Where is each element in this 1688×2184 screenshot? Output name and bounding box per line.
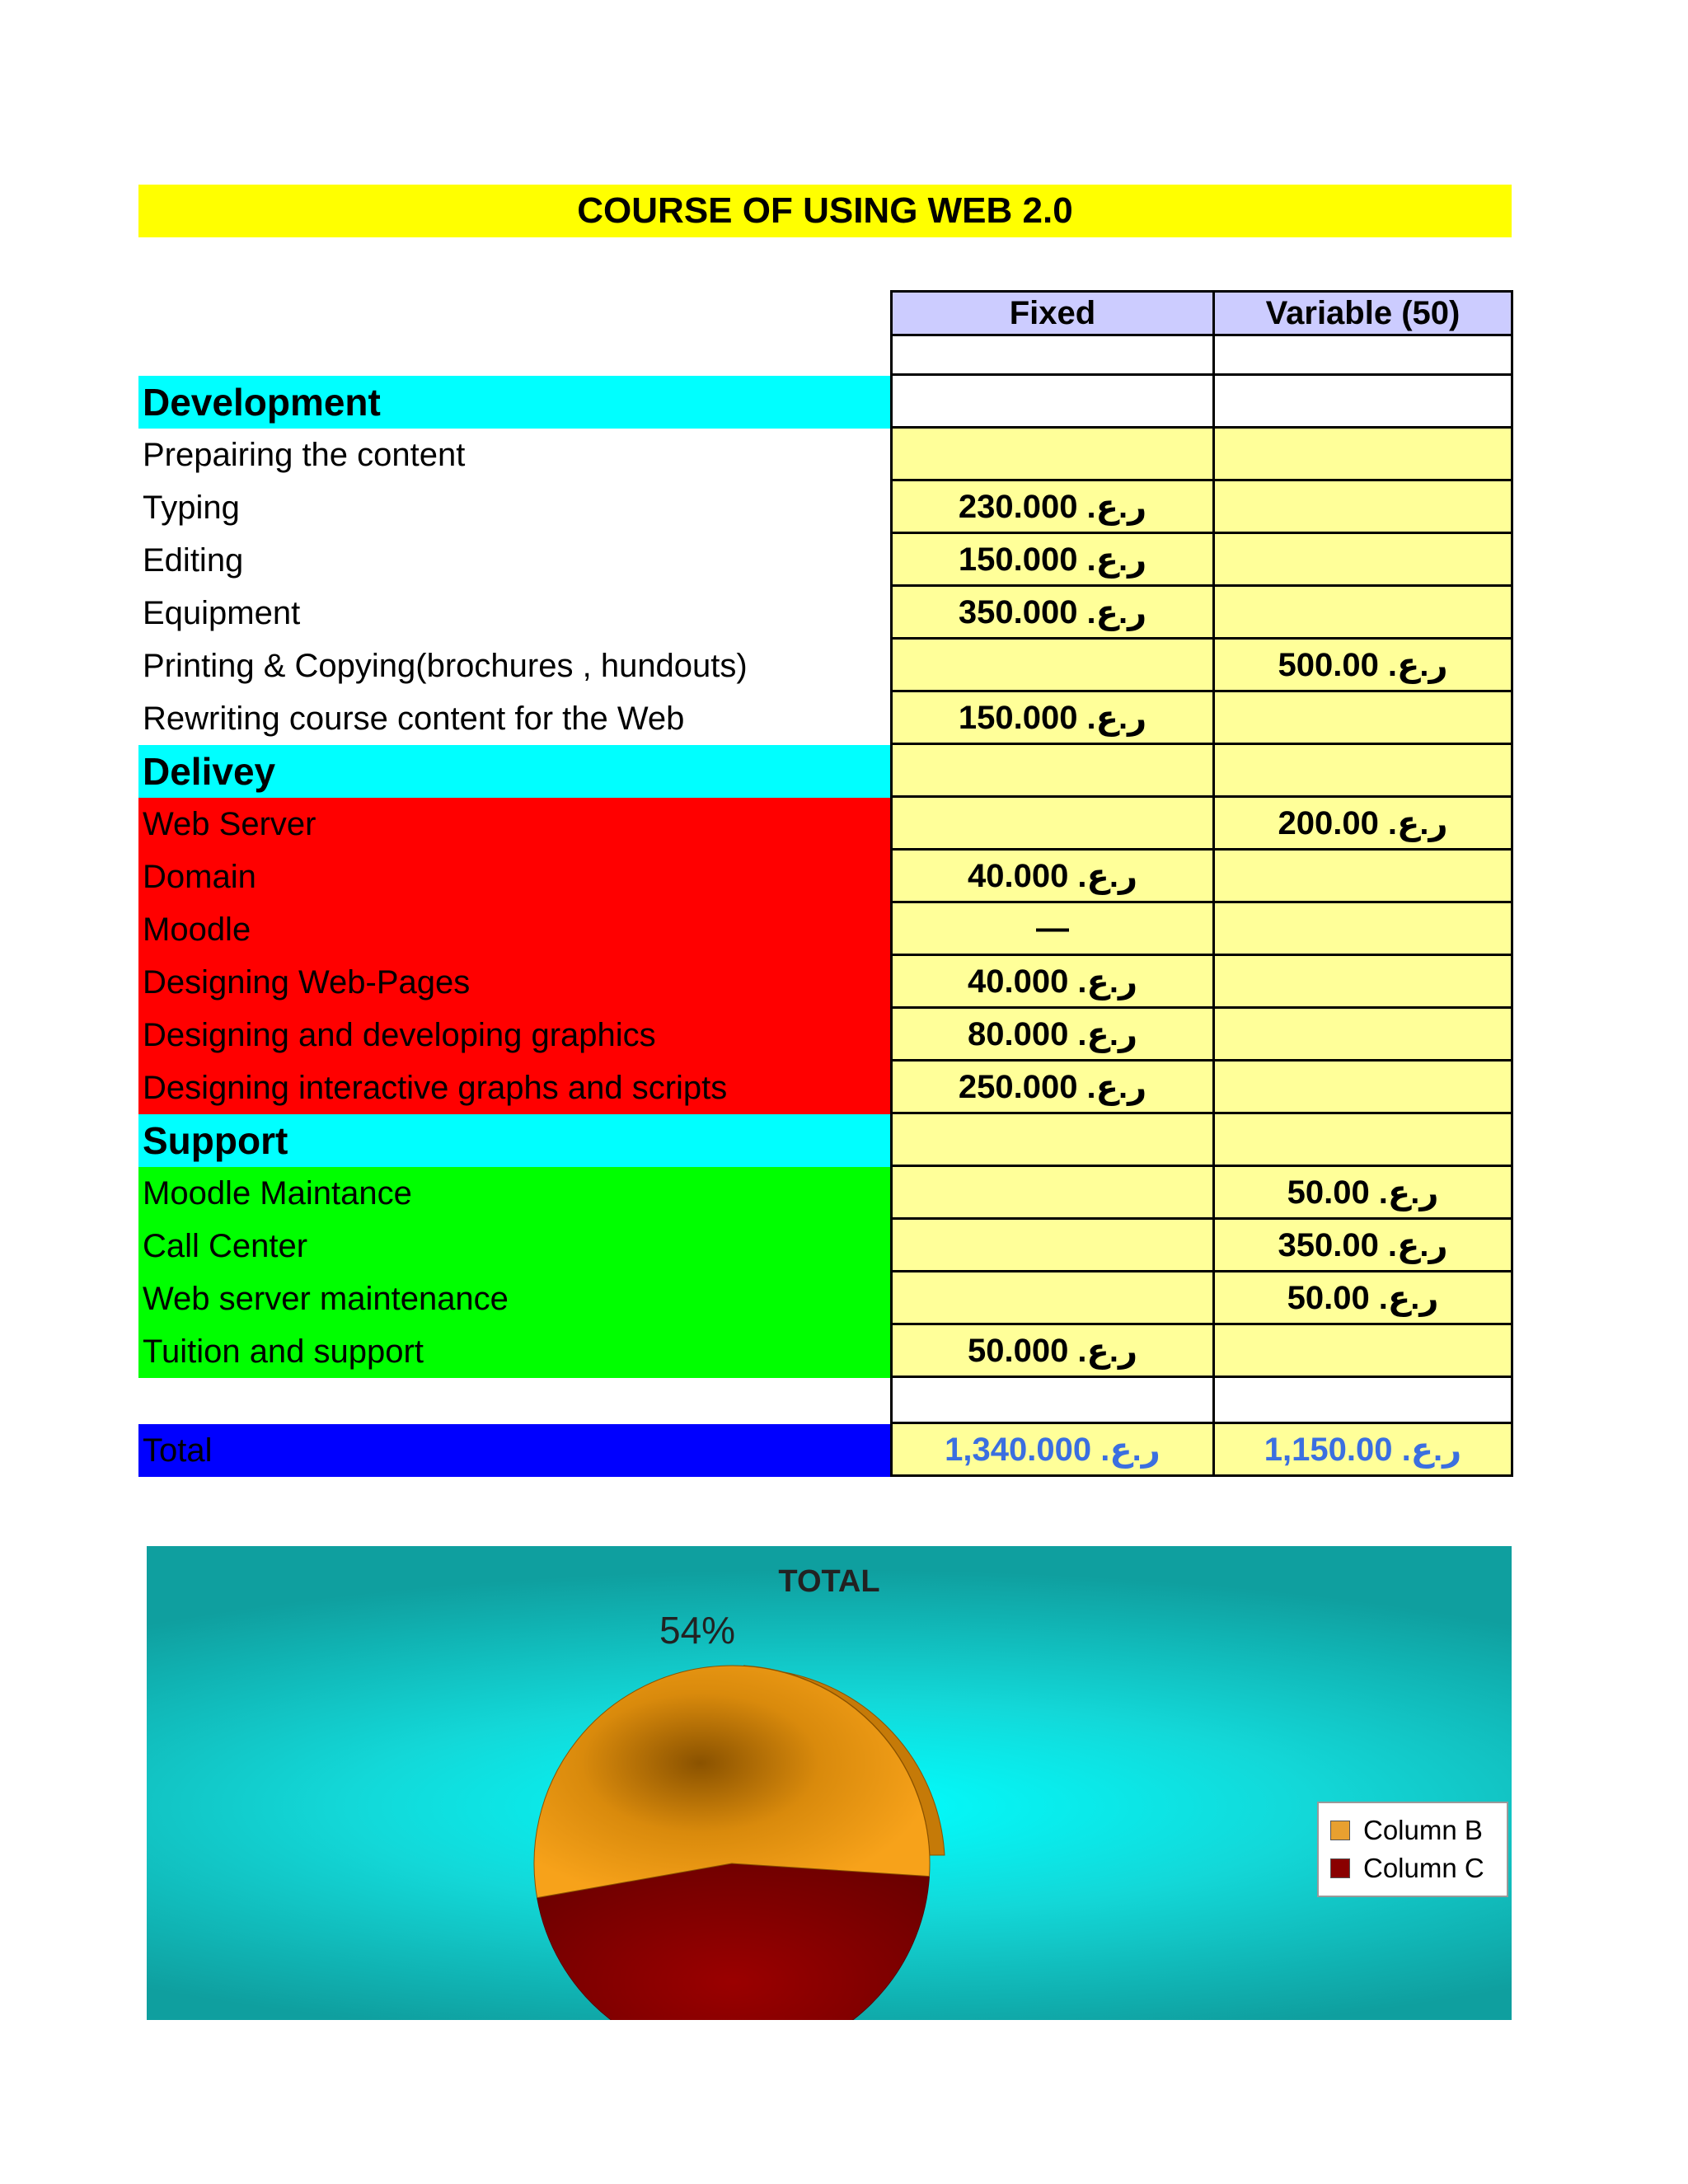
cell-fixed: 50.000 .ر.ع — [890, 1325, 1215, 1378]
cell-variable — [1215, 1114, 1513, 1167]
table-row — [138, 851, 1513, 903]
row-label: Call Center — [138, 1220, 890, 1272]
cell-fixed: — — [890, 903, 1215, 956]
cost-table — [138, 290, 1513, 1477]
spacer-cell-variable — [1215, 1378, 1513, 1424]
cell-variable — [1215, 429, 1513, 481]
spacer-cell-fixed — [890, 1378, 1215, 1424]
row-label: Moodle — [138, 903, 890, 956]
cell-fixed: 80.000 .ر.ع — [890, 1009, 1215, 1062]
cell-variable — [1215, 534, 1513, 587]
table-row — [138, 534, 1513, 587]
total-label: Total — [138, 1424, 890, 1477]
cell-variable — [1215, 851, 1513, 903]
row-label: Web server maintenance — [138, 1272, 890, 1325]
table-row — [138, 1114, 1513, 1167]
row-label: Delivey — [138, 745, 890, 798]
table-row — [138, 1220, 1513, 1272]
cell-fixed: 40.000 .ر.ع — [890, 956, 1215, 1009]
cell-variable: 50.00 .ر.ع — [1215, 1167, 1513, 1220]
table-row — [138, 798, 1513, 851]
table-row — [138, 1272, 1513, 1325]
cell-variable — [1215, 1325, 1513, 1378]
table-row — [138, 1167, 1513, 1220]
chart-legend — [1317, 1802, 1508, 1897]
header-row — [138, 290, 1513, 336]
header-variable: Variable (50) — [1215, 290, 1513, 336]
legend-label-column-b: Column B — [1363, 1815, 1483, 1845]
cell-variable: 200.00 .ر.ع — [1215, 798, 1513, 851]
sheet-title: COURSE OF USING WEB 2.0 — [138, 185, 1512, 237]
cell-variable: 350.00 .ر.ع — [1215, 1220, 1513, 1272]
row-label: Designing Web-Pages — [138, 956, 890, 1009]
pie-slice-column-b — [534, 1666, 930, 1898]
cell-fixed — [890, 745, 1215, 798]
table-row — [138, 587, 1513, 640]
cell-fixed — [890, 376, 1215, 429]
legend-swatch-column-c — [1330, 1858, 1350, 1878]
row-label: Prepairing the content — [143, 437, 466, 473]
cell-variable — [1215, 956, 1513, 1009]
cell-variable: 50.00 .ر.ع — [1215, 1272, 1513, 1325]
legend-item-column-b — [1330, 1811, 1495, 1849]
cell-fixed — [890, 798, 1215, 851]
cell-fixed — [890, 1272, 1215, 1325]
cell-fixed — [890, 429, 1215, 481]
table-row — [138, 376, 1513, 429]
row-label: Typing — [143, 490, 240, 526]
cell-fixed: 230.000 .ر.ع — [890, 481, 1215, 534]
table-row — [138, 640, 1513, 692]
total-row — [138, 1424, 1513, 1477]
spacer-row — [138, 1378, 1513, 1424]
table-row — [138, 1009, 1513, 1062]
cell-fixed — [890, 1114, 1215, 1167]
blank-row — [138, 336, 1513, 376]
cell-fixed — [890, 1167, 1215, 1220]
chart-title: TOTAL — [778, 1564, 880, 1599]
row-label: Designing interactive graphs and scripts — [138, 1062, 890, 1114]
legend-label-column-c: Column C — [1363, 1853, 1484, 1883]
table-row — [138, 745, 1513, 798]
row-label: Support — [138, 1114, 890, 1167]
cell-variable — [1215, 903, 1513, 956]
header-spacer — [138, 290, 890, 336]
table-row — [138, 1062, 1513, 1114]
table-row — [138, 429, 1513, 481]
row-label: Equipment — [143, 595, 301, 631]
header-fixed: Fixed — [890, 290, 1215, 336]
blank-cell-fixed — [890, 336, 1215, 376]
cell-fixed: 350.000 .ر.ع — [890, 587, 1215, 640]
cell-fixed: 150.000 .ر.ع — [890, 534, 1215, 587]
total-pie-chart — [147, 1546, 1512, 2020]
cell-variable: 500.00 .ر.ع — [1215, 640, 1513, 692]
table-row — [138, 481, 1513, 534]
legend-swatch-column-b — [1330, 1821, 1350, 1840]
cell-fixed: 150.000 .ر.ع — [890, 692, 1215, 745]
table-row — [138, 956, 1513, 1009]
row-label: Moodle Maintance — [138, 1167, 890, 1220]
cell-variable — [1215, 376, 1513, 429]
cell-fixed — [890, 640, 1215, 692]
cell-variable — [1215, 1062, 1513, 1114]
table-row — [138, 692, 1513, 745]
blank-label — [138, 336, 890, 376]
row-label: Printing & Copying(brochures , hundouts) — [143, 648, 748, 684]
row-label: Designing and developing graphics — [138, 1009, 890, 1062]
cell-variable — [1215, 745, 1513, 798]
cell-fixed: 40.000 .ر.ع — [890, 851, 1215, 903]
cell-fixed — [890, 1220, 1215, 1272]
row-label: Development — [138, 376, 890, 429]
spacer-label — [138, 1378, 890, 1424]
row-label: Rewriting course content for the Web — [143, 701, 685, 737]
pie-chart-svg — [147, 1546, 1512, 2020]
blank-cell-variable — [1215, 336, 1513, 376]
cell-fixed: 250.000 .ر.ع — [890, 1062, 1215, 1114]
row-label: Domain — [138, 851, 890, 903]
cell-variable — [1215, 1009, 1513, 1062]
cell-variable — [1215, 587, 1513, 640]
total-variable: 1,150.00 .ر.ع — [1215, 1424, 1513, 1477]
table-row — [138, 1325, 1513, 1378]
total-fixed: 1,340.000 .ر.ع — [890, 1424, 1215, 1477]
cell-variable — [1215, 692, 1513, 745]
row-label: Editing — [143, 542, 244, 579]
pie-data-label-column-b: 54% — [659, 1609, 736, 1652]
cell-variable — [1215, 481, 1513, 534]
row-label: Web Server — [138, 798, 890, 851]
legend-item-column-c — [1330, 1849, 1495, 1887]
table-row — [138, 903, 1513, 956]
row-label: Tuition and support — [138, 1325, 890, 1378]
